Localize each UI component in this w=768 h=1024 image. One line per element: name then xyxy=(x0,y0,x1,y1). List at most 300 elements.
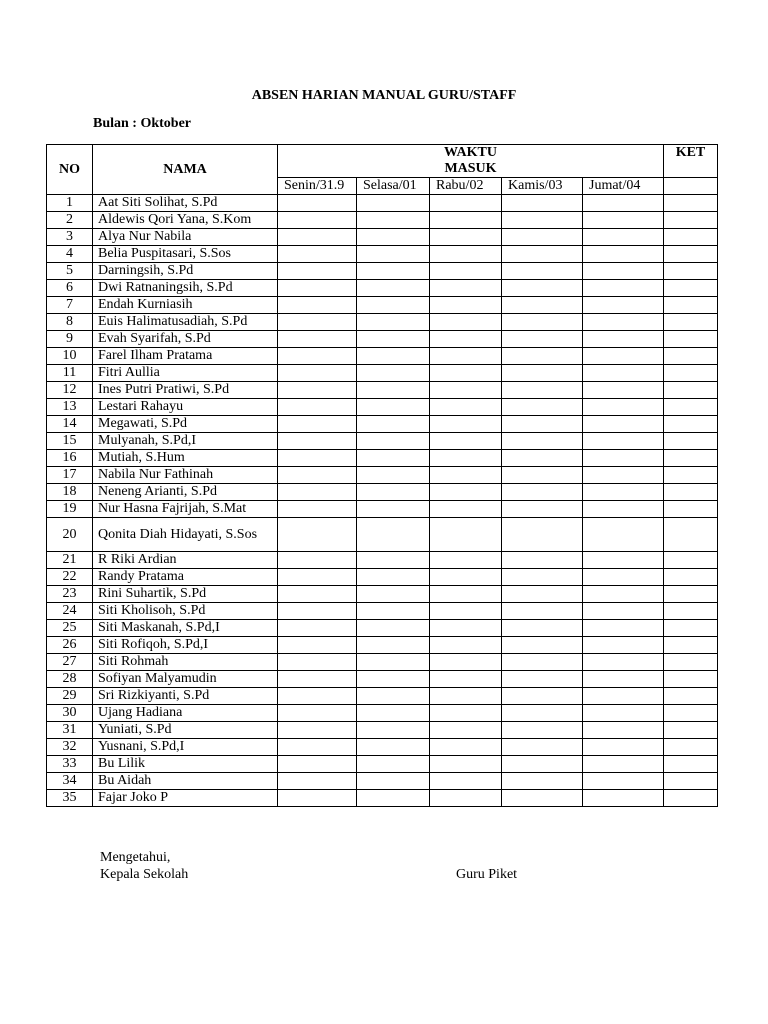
table-row xyxy=(47,603,718,620)
row-name: Fajar Joko P xyxy=(93,790,278,807)
attendance-cell xyxy=(278,365,357,382)
attendance-cell xyxy=(502,229,583,246)
row-name: Sri Rizkiyanti, S.Pd xyxy=(93,688,278,705)
row-name: R Riki Ardian xyxy=(93,552,278,569)
attendance-cell xyxy=(502,195,583,212)
attendance-cell xyxy=(502,790,583,807)
header-ket: KET xyxy=(664,145,718,178)
attendance-cell xyxy=(357,433,430,450)
ket-cell xyxy=(664,637,718,654)
row-number: 3 xyxy=(47,229,93,246)
attendance-cell xyxy=(430,671,502,688)
attendance-cell xyxy=(430,399,502,416)
attendance-cell xyxy=(502,569,583,586)
row-number: 26 xyxy=(47,637,93,654)
attendance-cell xyxy=(583,433,664,450)
header-nama: NAMA xyxy=(93,145,278,195)
attendance-cell xyxy=(502,399,583,416)
row-name: Sofiyan Malyamudin xyxy=(93,671,278,688)
attendance-cell xyxy=(357,552,430,569)
attendance-cell xyxy=(502,450,583,467)
attendance-cell xyxy=(502,467,583,484)
attendance-cell xyxy=(278,705,357,722)
attendance-cell xyxy=(502,501,583,518)
attendance-cell xyxy=(583,518,664,552)
attendance-cell xyxy=(357,416,430,433)
attendance-cell xyxy=(357,654,430,671)
attendance-cell xyxy=(278,246,357,263)
attendance-cell xyxy=(430,773,502,790)
attendance-cell xyxy=(278,484,357,501)
attendance-cell xyxy=(357,331,430,348)
attendance-cell xyxy=(278,501,357,518)
attendance-cell xyxy=(430,569,502,586)
row-number: 18 xyxy=(47,484,93,501)
row-number: 27 xyxy=(47,654,93,671)
attendance-cell xyxy=(583,297,664,314)
attendance-cell xyxy=(357,722,430,739)
row-name: Bu Aidah xyxy=(93,773,278,790)
table-row xyxy=(47,416,718,433)
row-number: 34 xyxy=(47,773,93,790)
row-name: Bu Lilik xyxy=(93,756,278,773)
attendance-cell xyxy=(357,450,430,467)
table-row xyxy=(47,654,718,671)
table-row xyxy=(47,739,718,756)
table-row xyxy=(47,773,718,790)
ket-cell xyxy=(664,671,718,688)
attendance-cell xyxy=(278,671,357,688)
row-number: 31 xyxy=(47,722,93,739)
ket-cell xyxy=(664,705,718,722)
ket-cell xyxy=(664,501,718,518)
attendance-cell xyxy=(583,722,664,739)
table-row xyxy=(47,722,718,739)
attendance-cell xyxy=(278,280,357,297)
row-name: Dwi Ratnaningsih, S.Pd xyxy=(93,280,278,297)
ket-cell xyxy=(664,790,718,807)
attendance-cell xyxy=(278,416,357,433)
attendance-cell xyxy=(502,739,583,756)
attendance-cell xyxy=(278,620,357,637)
table-row xyxy=(47,229,718,246)
attendance-cell xyxy=(430,688,502,705)
table-row xyxy=(47,484,718,501)
attendance-cell xyxy=(430,739,502,756)
row-number: 19 xyxy=(47,501,93,518)
row-name: Evah Syarifah, S.Pd xyxy=(93,331,278,348)
attendance-cell xyxy=(583,467,664,484)
row-name: Siti Maskanah, S.Pd,I xyxy=(93,620,278,637)
ket-cell xyxy=(664,484,718,501)
attendance-cell xyxy=(357,399,430,416)
ket-cell xyxy=(664,382,718,399)
attendance-cell xyxy=(430,433,502,450)
attendance-cell xyxy=(278,212,357,229)
attendance-cell xyxy=(357,773,430,790)
attendance-cell xyxy=(583,637,664,654)
attendance-cell xyxy=(583,586,664,603)
attendance-cell xyxy=(502,314,583,331)
row-name: Siti Kholisoh, S.Pd xyxy=(93,603,278,620)
row-name: Aat Siti Solihat, S.Pd xyxy=(93,195,278,212)
attendance-cell xyxy=(502,382,583,399)
row-name: Darningsih, S.Pd xyxy=(93,263,278,280)
attendance-cell xyxy=(502,263,583,280)
attendance-cell xyxy=(502,722,583,739)
row-number: 32 xyxy=(47,739,93,756)
row-name: Randy Pratama xyxy=(93,569,278,586)
header-ket-blank xyxy=(664,178,718,195)
ket-cell xyxy=(664,433,718,450)
table-row xyxy=(47,552,718,569)
table-row xyxy=(47,195,718,212)
ket-cell xyxy=(664,331,718,348)
row-number: 33 xyxy=(47,756,93,773)
ket-cell xyxy=(664,467,718,484)
attendance-cell xyxy=(357,195,430,212)
attendance-cell xyxy=(357,297,430,314)
attendance-cell xyxy=(278,773,357,790)
attendance-cell xyxy=(278,569,357,586)
ket-cell xyxy=(664,314,718,331)
ket-cell xyxy=(664,348,718,365)
table-row xyxy=(47,331,718,348)
table-row xyxy=(47,671,718,688)
attendance-cell xyxy=(502,603,583,620)
attendance-cell xyxy=(583,280,664,297)
row-number: 10 xyxy=(47,348,93,365)
attendance-cell xyxy=(430,603,502,620)
ket-cell xyxy=(664,416,718,433)
table-row xyxy=(47,314,718,331)
ket-cell xyxy=(664,297,718,314)
attendance-cell xyxy=(278,450,357,467)
attendance-cell xyxy=(502,246,583,263)
attendance-cell xyxy=(357,280,430,297)
ket-cell xyxy=(664,586,718,603)
header-day: Rabu/02 xyxy=(430,178,502,195)
attendance-cell xyxy=(430,280,502,297)
row-number: 30 xyxy=(47,705,93,722)
attendance-cell xyxy=(278,756,357,773)
attendance-cell xyxy=(278,603,357,620)
row-number: 23 xyxy=(47,586,93,603)
ket-cell xyxy=(664,450,718,467)
row-name: Rini Suhartik, S.Pd xyxy=(93,586,278,603)
row-number: 20 xyxy=(47,518,93,552)
attendance-cell xyxy=(278,297,357,314)
row-number: 16 xyxy=(47,450,93,467)
attendance-cell xyxy=(430,229,502,246)
row-name: Siti Rofiqoh, S.Pd,I xyxy=(93,637,278,654)
attendance-cell xyxy=(278,739,357,756)
attendance-cell xyxy=(583,705,664,722)
attendance-cell xyxy=(357,382,430,399)
attendance-cell xyxy=(502,212,583,229)
attendance-cell xyxy=(583,416,664,433)
attendance-cell xyxy=(357,688,430,705)
table-row xyxy=(47,399,718,416)
attendance-cell xyxy=(502,433,583,450)
attendance-cell xyxy=(583,654,664,671)
ket-cell xyxy=(664,756,718,773)
attendance-cell xyxy=(430,705,502,722)
attendance-cell xyxy=(357,246,430,263)
footer-mengetahui: Mengetahui, xyxy=(100,850,171,865)
ket-cell xyxy=(664,603,718,620)
table-row xyxy=(47,280,718,297)
attendance-cell xyxy=(357,586,430,603)
attendance-cell xyxy=(502,586,583,603)
attendance-cell xyxy=(430,331,502,348)
ket-cell xyxy=(664,688,718,705)
ket-cell xyxy=(664,263,718,280)
footer-kepala-sekolah: Kepala Sekolah xyxy=(100,867,189,882)
row-name: Yusnani, S.Pd,I xyxy=(93,739,278,756)
attendance-cell xyxy=(430,365,502,382)
ket-cell xyxy=(664,246,718,263)
attendance-cell xyxy=(430,654,502,671)
attendance-cell xyxy=(583,450,664,467)
table-row xyxy=(47,501,718,518)
row-number: 21 xyxy=(47,552,93,569)
attendance-cell xyxy=(502,705,583,722)
attendance-cell xyxy=(583,246,664,263)
attendance-cell xyxy=(583,348,664,365)
row-name: Fitri Aullia xyxy=(93,365,278,382)
attendance-cell xyxy=(583,620,664,637)
attendance-cell xyxy=(502,331,583,348)
attendance-cell xyxy=(430,637,502,654)
row-name: Mulyanah, S.Pd,I xyxy=(93,433,278,450)
row-name: Neneng Arianti, S.Pd xyxy=(93,484,278,501)
attendance-cell xyxy=(357,212,430,229)
attendance-cell xyxy=(357,501,430,518)
attendance-cell xyxy=(278,399,357,416)
ket-cell xyxy=(664,722,718,739)
attendance-cell xyxy=(583,756,664,773)
row-number: 25 xyxy=(47,620,93,637)
attendance-cell xyxy=(430,620,502,637)
attendance-cell xyxy=(278,331,357,348)
row-name: Nur Hasna Fajrijah, S.Mat xyxy=(93,501,278,518)
attendance-cell xyxy=(583,229,664,246)
attendance-cell xyxy=(430,518,502,552)
attendance-cell xyxy=(357,620,430,637)
month-label: Bulan : Oktober xyxy=(93,116,192,131)
row-number: 28 xyxy=(47,671,93,688)
document-title: ABSEN HARIAN MANUAL GURU/STAFF xyxy=(251,88,517,103)
row-name: Yuniati, S.Pd xyxy=(93,722,278,739)
ket-cell xyxy=(664,654,718,671)
row-number: 14 xyxy=(47,416,93,433)
ket-cell xyxy=(664,365,718,382)
attendance-cell xyxy=(357,603,430,620)
attendance-cell xyxy=(583,569,664,586)
row-name: Endah Kurniasih xyxy=(93,297,278,314)
header-day: Kamis/03 xyxy=(502,178,583,195)
row-name: Belia Puspitasari, S.Sos xyxy=(93,246,278,263)
attendance-cell xyxy=(583,331,664,348)
row-name: Euis Halimatusadiah, S.Pd xyxy=(93,314,278,331)
attendance-cell xyxy=(430,790,502,807)
ket-cell xyxy=(664,773,718,790)
attendance-cell xyxy=(583,212,664,229)
table-row xyxy=(47,620,718,637)
attendance-cell xyxy=(278,433,357,450)
row-name: Ujang Hadiana xyxy=(93,705,278,722)
attendance-cell xyxy=(583,552,664,569)
table-row xyxy=(47,365,718,382)
row-name: Megawati, S.Pd xyxy=(93,416,278,433)
attendance-cell xyxy=(430,297,502,314)
attendance-cell xyxy=(430,263,502,280)
row-name: Lestari Rahayu xyxy=(93,399,278,416)
row-number: 2 xyxy=(47,212,93,229)
header-waktu-masuk: WAKTU MASUK xyxy=(278,145,664,178)
table-row xyxy=(47,637,718,654)
attendance-cell xyxy=(502,280,583,297)
attendance-cell xyxy=(583,603,664,620)
attendance-cell xyxy=(502,688,583,705)
row-number: 24 xyxy=(47,603,93,620)
row-number: 4 xyxy=(47,246,93,263)
attendance-cell xyxy=(357,484,430,501)
attendance-cell xyxy=(357,263,430,280)
table-row xyxy=(47,382,718,399)
row-number: 5 xyxy=(47,263,93,280)
row-name: Nabila Nur Fathinah xyxy=(93,467,278,484)
attendance-cell xyxy=(502,654,583,671)
attendance-cell xyxy=(357,365,430,382)
ket-cell xyxy=(664,552,718,569)
row-name: Aldewis Qori Yana, S.Kom xyxy=(93,212,278,229)
attendance-cell xyxy=(430,348,502,365)
header-day: Selasa/01 xyxy=(357,178,430,195)
attendance-cell xyxy=(583,773,664,790)
attendance-cell xyxy=(502,756,583,773)
attendance-cell xyxy=(430,467,502,484)
ket-cell xyxy=(664,399,718,416)
attendance-cell xyxy=(430,246,502,263)
ket-cell xyxy=(664,280,718,297)
attendance-cell xyxy=(278,314,357,331)
attendance-cell xyxy=(278,637,357,654)
attendance-cell xyxy=(278,586,357,603)
table-row xyxy=(47,263,718,280)
row-number: 35 xyxy=(47,790,93,807)
table-row xyxy=(47,518,718,552)
attendance-cell xyxy=(278,688,357,705)
attendance-cell xyxy=(357,790,430,807)
attendance-cell xyxy=(278,654,357,671)
attendance-table xyxy=(46,144,718,807)
attendance-cell xyxy=(278,467,357,484)
row-name: Ines Putri Pratiwi, S.Pd xyxy=(93,382,278,399)
table-row xyxy=(47,433,718,450)
attendance-cell xyxy=(502,348,583,365)
attendance-cell xyxy=(583,382,664,399)
row-number: 11 xyxy=(47,365,93,382)
row-name: Siti Rohmah xyxy=(93,654,278,671)
ket-cell xyxy=(664,569,718,586)
attendance-cell xyxy=(357,705,430,722)
row-number: 8 xyxy=(47,314,93,331)
row-number: 13 xyxy=(47,399,93,416)
table-row xyxy=(47,705,718,722)
attendance-cell xyxy=(502,671,583,688)
attendance-cell xyxy=(502,484,583,501)
table-row xyxy=(47,212,718,229)
header-no: NO xyxy=(47,145,93,195)
attendance-cell xyxy=(502,552,583,569)
attendance-cell xyxy=(502,365,583,382)
attendance-cell xyxy=(583,314,664,331)
attendance-cell xyxy=(430,416,502,433)
row-number: 29 xyxy=(47,688,93,705)
attendance-cell xyxy=(430,212,502,229)
attendance-cell xyxy=(278,552,357,569)
attendance-cell xyxy=(278,229,357,246)
attendance-cell xyxy=(278,722,357,739)
attendance-cell xyxy=(357,229,430,246)
attendance-cell xyxy=(583,739,664,756)
attendance-cell xyxy=(430,552,502,569)
attendance-cell xyxy=(502,637,583,654)
attendance-cell xyxy=(357,314,430,331)
ket-cell xyxy=(664,229,718,246)
attendance-cell xyxy=(583,484,664,501)
table-row xyxy=(47,467,718,484)
table-row xyxy=(47,569,718,586)
attendance-cell xyxy=(583,688,664,705)
attendance-cell xyxy=(583,365,664,382)
row-number: 12 xyxy=(47,382,93,399)
footer-left xyxy=(100,849,188,883)
attendance-cell xyxy=(502,518,583,552)
ket-cell xyxy=(664,212,718,229)
table-row xyxy=(47,297,718,314)
row-name: Mutiah, S.Hum xyxy=(93,450,278,467)
attendance-cell xyxy=(357,518,430,552)
ket-cell xyxy=(664,739,718,756)
attendance-cell xyxy=(278,790,357,807)
attendance-cell xyxy=(357,569,430,586)
row-number: 15 xyxy=(47,433,93,450)
attendance-cell xyxy=(278,263,357,280)
attendance-cell xyxy=(430,484,502,501)
attendance-cell xyxy=(583,501,664,518)
row-number: 17 xyxy=(47,467,93,484)
table-row xyxy=(47,756,718,773)
row-number: 9 xyxy=(47,331,93,348)
table-row xyxy=(47,450,718,467)
attendance-cell xyxy=(357,348,430,365)
attendance-cell xyxy=(357,756,430,773)
attendance-cell xyxy=(430,450,502,467)
attendance-cell xyxy=(583,263,664,280)
attendance-cell xyxy=(357,671,430,688)
table-row xyxy=(47,348,718,365)
attendance-cell xyxy=(278,382,357,399)
table-row xyxy=(47,586,718,603)
attendance-cell xyxy=(357,467,430,484)
header-day: Senin/31.9 xyxy=(278,178,357,195)
attendance-cell xyxy=(583,790,664,807)
attendance-cell xyxy=(430,756,502,773)
attendance-cell xyxy=(583,195,664,212)
